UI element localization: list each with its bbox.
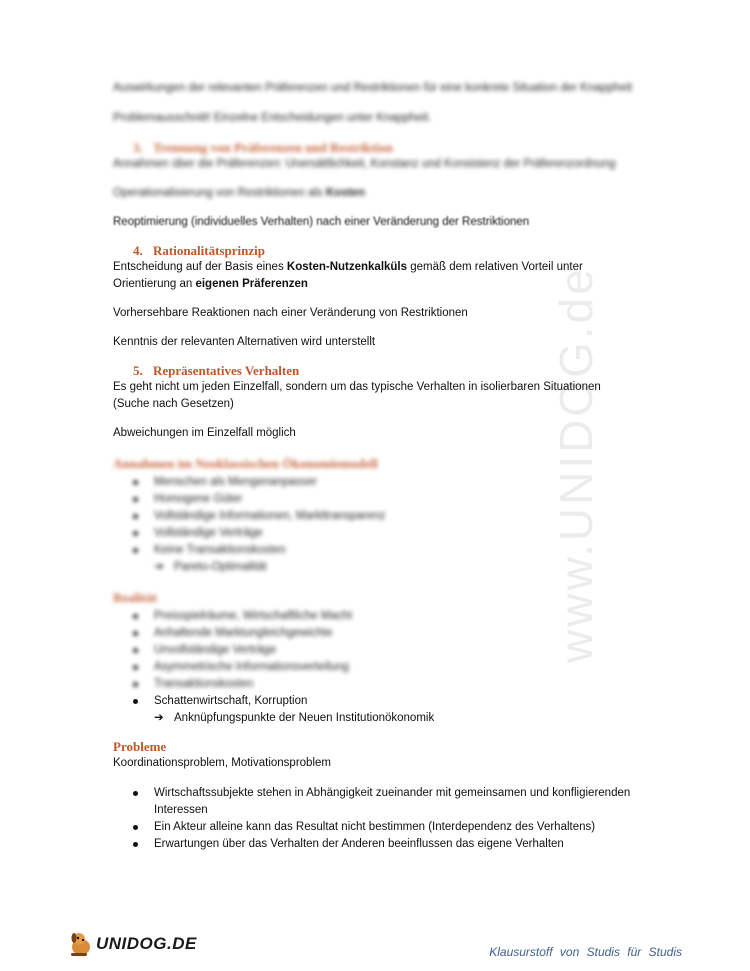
section-heading-5: 5. Repräsentatives Verhalten	[133, 363, 300, 378]
annahmen-heading: Annahmen im Neoklassischen Ökonomiemodell	[113, 456, 378, 471]
watermark-text: www.UNIDOG.de	[550, 266, 602, 664]
list-item: Ein Akteur alleine kann das Resultat nicht bestimmen (Interdependenz des Verhaltens)	[113, 819, 633, 836]
list-item: Vollständige Verträge	[113, 525, 633, 542]
paragraph: Vorhersehbare Reaktionen nach einer Veränderung von Restriktionen	[113, 307, 468, 319]
paragraph: Reoptimierung (individuelles Verhalten) nach einer Veränderung der Restriktionen	[113, 216, 530, 228]
list-item: Transaktionskosten	[113, 676, 633, 693]
dog-icon	[66, 927, 100, 961]
probleme-list	[113, 785, 633, 853]
list-item: Vollständige Informationen, Markttransparenz	[113, 508, 633, 525]
probleme-heading: Probleme	[113, 739, 167, 754]
arrow-right-icon: ➔	[154, 561, 164, 573]
list-item: Unvollständige Verträge	[113, 642, 633, 659]
logo-text: UNIDOG.DE	[96, 934, 197, 953]
paragraph: Entscheidung auf der Basis eines Kosten-Nutzenkalküls gemäß dem relativen Vorteil unter Orientierung an eigenen Präferenzen	[113, 261, 583, 290]
list-item: Homogene Güter	[113, 491, 633, 508]
arrow-item: ➔ Pareto-Optimalität	[113, 559, 633, 576]
paragraph: Problemausschnitt! Einzelne Entscheidungen unter Knappheit.	[113, 112, 432, 124]
blurred-realitaet	[113, 590, 633, 693]
document-page	[113, 80, 633, 853]
paragraph: Abweichungen im Einzelfall möglich	[113, 427, 296, 439]
realitaet-heading: Realität	[113, 590, 158, 605]
unidog-logo	[66, 927, 196, 961]
realitaet-list-clear	[113, 693, 633, 710]
paragraph: Es geht nicht um jeden Einzelfall, sondern um das typische Verhalten in isolierbaren Situationen (Suche nach Gesetzen)	[113, 381, 601, 410]
list-item: Menschen als Mengenanpasser	[113, 474, 633, 491]
list-item: Wirtschaftssubjekte stehen in Abhängigkeit zueinander mit gemeinsamen und konfligierenden Interessen	[113, 785, 633, 819]
paragraph: Annahmen über die Präferenzen: Unersättlichkeit, Konstanz und Konsistenz der Präferenzordnung	[113, 158, 616, 170]
paragraph: Operationalisierung von Restriktionen als Kosten	[113, 187, 365, 199]
list-item: Keine Transaktionskosten	[113, 542, 633, 559]
blurred-intro	[113, 80, 633, 127]
paragraph: Koordinationsproblem, Motivationsproblem	[113, 757, 331, 769]
footer-tagline: Klausurstoff von Studis für Studis	[489, 945, 682, 959]
list-item: Preisspielräume, Wirtschaftliche Macht	[113, 608, 633, 625]
section-heading-4: 4. Rationalitätsprinzip	[133, 243, 265, 258]
list-item: Erwartungen über das Verhalten der Anderen beeinflussen das eigene Verhalten	[113, 836, 633, 853]
annahmen-list	[113, 474, 633, 559]
arrow-right-icon: ➔	[154, 712, 164, 724]
blurred-annahmen	[113, 456, 633, 576]
paragraph: Auswirkungen der relevanten Präferenzen und Restriktionen für eine konkrete Situation der Knappheit	[113, 82, 633, 94]
section-heading-3: 3. Trennung von Präferenzen und Restriktion	[133, 140, 393, 155]
list-item: Asymmetrische Informationsverteilung	[113, 659, 633, 676]
blurred-section-3	[113, 156, 633, 214]
list-item: Anhaltende Marktungleichgewichte	[113, 625, 633, 642]
realitaet-list-blurred	[113, 608, 633, 693]
list-item: Schattenwirtschaft, Korruption	[113, 693, 633, 710]
paragraph: Kenntnis der relevanten Alternativen wird unterstellt	[113, 336, 376, 348]
arrow-item: ➔ Anknüpfungspunkte der Neuen Institutionökonomik	[113, 710, 633, 727]
